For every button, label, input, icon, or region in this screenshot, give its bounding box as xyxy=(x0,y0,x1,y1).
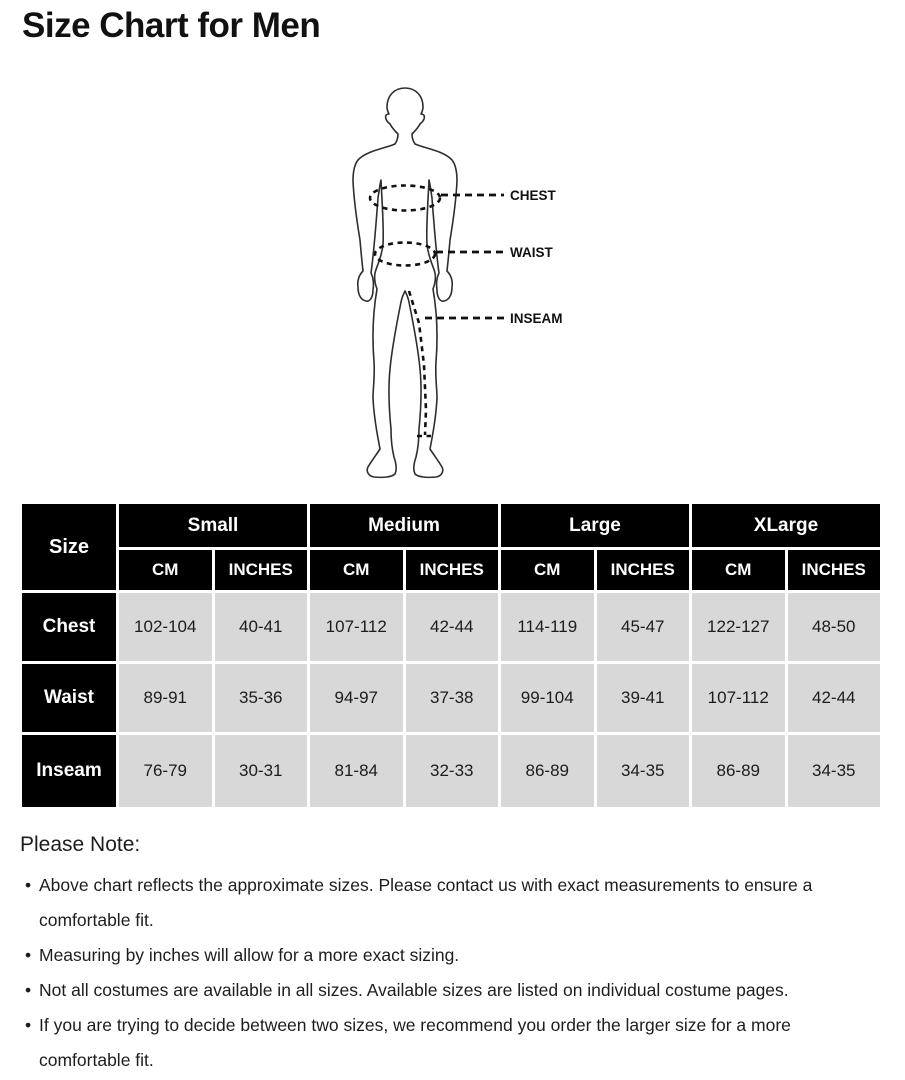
size-value-cell: 42-44 xyxy=(788,664,881,732)
note-text: Above chart reflects the approximate sizes. Please contact us with exact measurements to ensure a comfortable fit. xyxy=(39,875,813,930)
table-row-waist xyxy=(22,664,880,732)
size-value-cell: 37-38 xyxy=(406,664,499,732)
group-header-xlarge: XLarge xyxy=(692,504,880,547)
note-item xyxy=(20,973,872,1008)
size-value-cell: 99-104 xyxy=(501,664,594,732)
page-title: Size Chart for Men xyxy=(22,6,321,45)
size-value-cell: 45-47 xyxy=(597,593,690,661)
size-value-cell: 86-89 xyxy=(692,735,785,807)
size-value-cell: 107-112 xyxy=(310,593,403,661)
size-value-cell: 48-50 xyxy=(788,593,881,661)
size-value-cell: 34-35 xyxy=(597,735,690,807)
unit-header-inches: INCHES xyxy=(406,550,499,590)
row-header-chest: Chest xyxy=(22,593,116,661)
unit-header-inches: INCHES xyxy=(788,550,881,590)
row-header-inseam: Inseam xyxy=(22,735,116,807)
notes-section xyxy=(20,830,872,1078)
chest-label: CHEST xyxy=(510,188,556,203)
unit-header-cm: CM xyxy=(501,550,594,590)
size-value-cell: 32-33 xyxy=(406,735,499,807)
row-header-waist: Waist xyxy=(22,664,116,732)
bullet-icon: • xyxy=(25,945,32,965)
size-value-cell: 40-41 xyxy=(215,593,308,661)
size-value-cell: 107-112 xyxy=(692,664,785,732)
chest-measure-ellipse xyxy=(370,186,440,211)
size-value-cell: 81-84 xyxy=(310,735,403,807)
waist-label: WAIST xyxy=(510,245,553,260)
size-value-cell: 39-41 xyxy=(597,664,690,732)
size-value-cell: 102-104 xyxy=(119,593,212,661)
group-header-small: Small xyxy=(119,504,307,547)
note-text: If you are trying to decide between two sizes, we recommend you order the larger size for a more comfortable fit. xyxy=(39,1015,791,1070)
group-header-medium: Medium xyxy=(310,504,498,547)
note-item xyxy=(20,1008,872,1078)
body-measurement-diagram xyxy=(300,80,600,490)
note-text: Not all costumes are available in all sizes. Available sizes are listed on individual costume pages. xyxy=(39,980,789,1000)
unit-header-cm: CM xyxy=(310,550,403,590)
bullet-icon: • xyxy=(25,875,32,895)
size-value-cell: 94-97 xyxy=(310,664,403,732)
group-header-large: Large xyxy=(501,504,689,547)
note-item xyxy=(20,868,872,938)
size-value-cell: 89-91 xyxy=(119,664,212,732)
body-outline xyxy=(353,88,457,477)
body-diagram-svg xyxy=(300,80,600,490)
note-text: Measuring by inches will allow for a more exact sizing. xyxy=(39,945,460,965)
bullet-icon: • xyxy=(25,980,32,1000)
bullet-icon: • xyxy=(25,1015,32,1035)
waist-measure-ellipse xyxy=(375,243,435,266)
note-item xyxy=(20,938,872,973)
table-row-chest xyxy=(22,593,880,661)
size-value-cell: 34-35 xyxy=(788,735,881,807)
unit-header-inches: INCHES xyxy=(597,550,690,590)
table-corner-size-header: Size xyxy=(22,504,116,590)
table-row-inseam xyxy=(22,735,880,807)
size-chart-table xyxy=(19,501,883,810)
unit-header-cm: CM xyxy=(692,550,785,590)
size-value-cell: 35-36 xyxy=(215,664,308,732)
notes-heading: Please Note: xyxy=(20,833,141,856)
size-value-cell: 122-127 xyxy=(692,593,785,661)
size-value-cell: 30-31 xyxy=(215,735,308,807)
size-value-cell: 86-89 xyxy=(501,735,594,807)
size-value-cell: 114-119 xyxy=(501,593,594,661)
unit-header-inches: INCHES xyxy=(215,550,308,590)
inseam-label: INSEAM xyxy=(510,311,563,326)
size-value-cell: 42-44 xyxy=(406,593,499,661)
unit-header-cm: CM xyxy=(119,550,212,590)
size-value-cell: 76-79 xyxy=(119,735,212,807)
